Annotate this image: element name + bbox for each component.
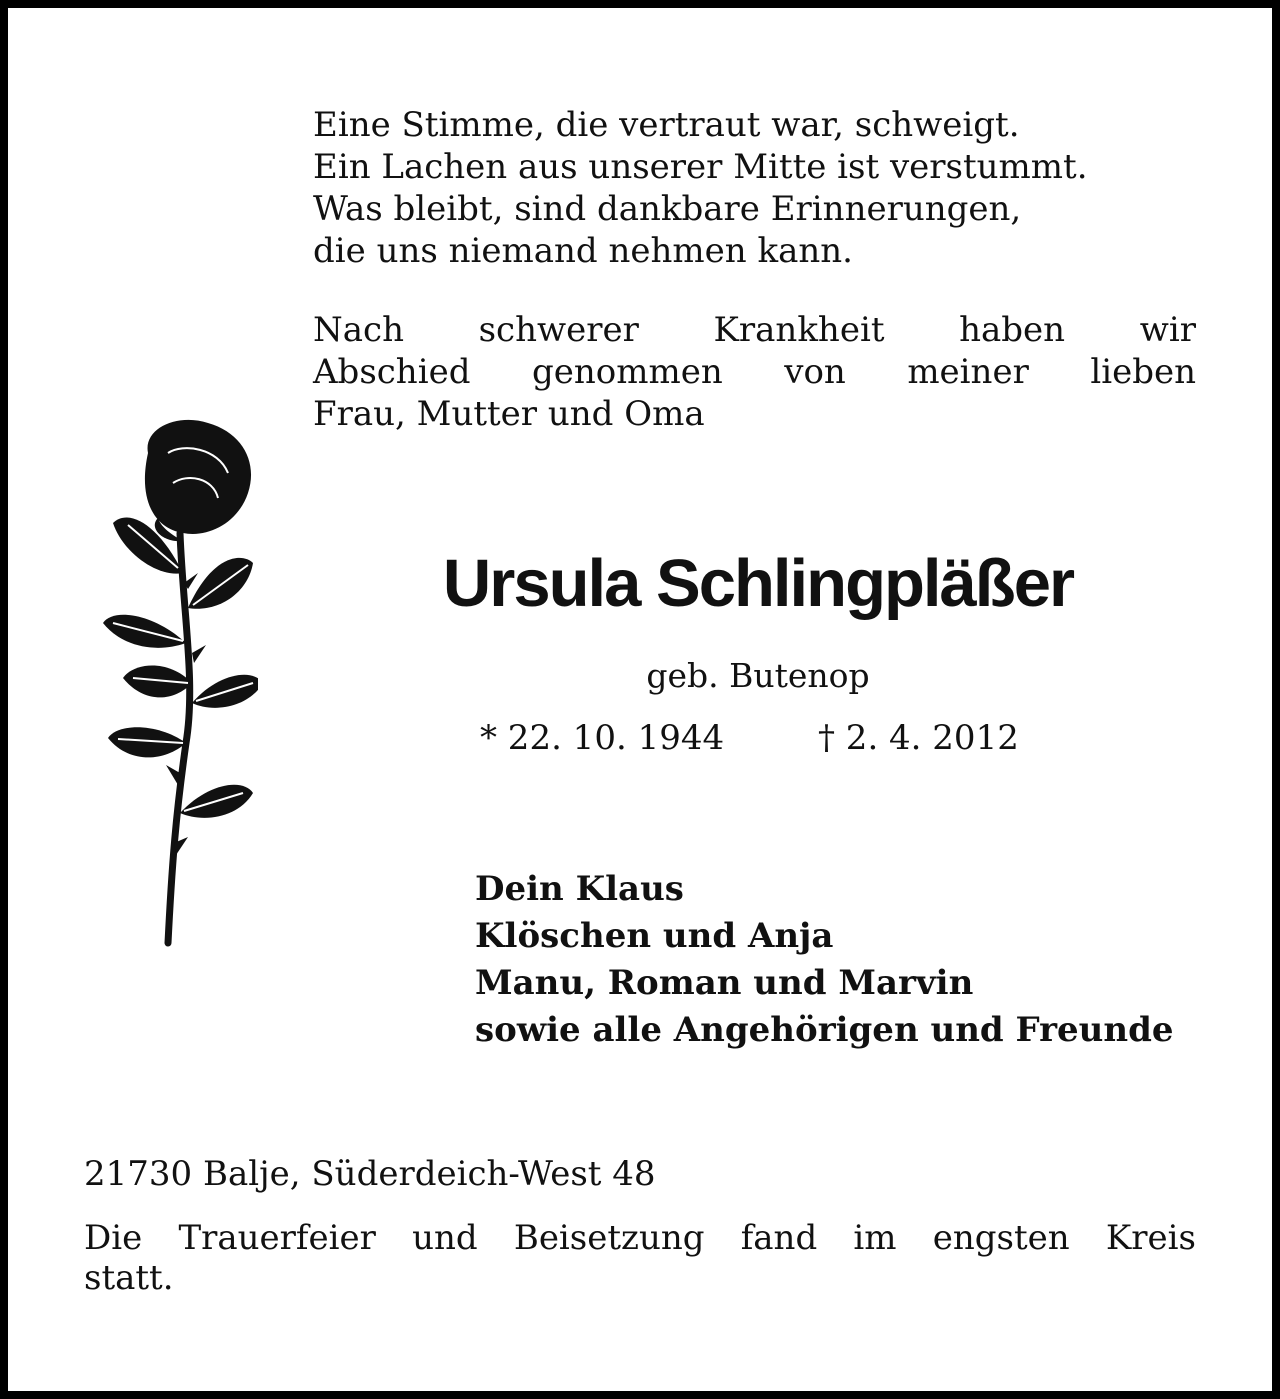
ceremony-word: Trauerfeier bbox=[178, 1218, 376, 1258]
intro-word: schwerer bbox=[478, 310, 639, 350]
mourner-line: Klöschen und Anja bbox=[475, 916, 834, 956]
ceremony-note bbox=[84, 1218, 1196, 1298]
mourner-line: sowie alle Angehörigen und Freunde bbox=[475, 1010, 1174, 1050]
intro-line bbox=[313, 309, 1196, 351]
intro-word: Krankheit bbox=[713, 310, 885, 350]
intro-word: genommen bbox=[531, 352, 723, 392]
intro-line bbox=[313, 351, 1196, 393]
deceased-name: Ursula Schlingpläßer bbox=[442, 546, 1074, 621]
ceremony-word: engsten bbox=[932, 1218, 1070, 1258]
address: 21730 Balje, Süderdeich-West 48 bbox=[84, 1154, 656, 1194]
poem-line: Eine Stimme, die vertraut war, schweigt. bbox=[313, 105, 1020, 145]
intro-word: lieben bbox=[1090, 352, 1196, 392]
ceremony-word: fand bbox=[740, 1218, 818, 1258]
ceremony-line: statt. bbox=[84, 1258, 174, 1298]
ceremony-word: im bbox=[853, 1218, 897, 1258]
death-date: † 2. 4. 2012 bbox=[818, 718, 1019, 758]
ceremony-word: Die bbox=[84, 1218, 143, 1258]
poem-line: Ein Lachen aus unserer Mitte ist verstummt. bbox=[313, 147, 1088, 187]
intro-word: von bbox=[784, 352, 846, 392]
poem bbox=[313, 104, 1198, 272]
mourner-line: Manu, Roman und Marvin bbox=[475, 963, 974, 1003]
intro-word: Abschied bbox=[313, 352, 471, 392]
obituary-notice bbox=[8, 8, 1272, 1391]
mourner-line: Dein Klaus bbox=[475, 869, 684, 909]
birth-date: * 22. 10. 1944 bbox=[480, 718, 725, 758]
ceremony-word: Beisetzung bbox=[513, 1218, 705, 1258]
ceremony-word: und bbox=[412, 1218, 478, 1258]
ceremony-word: Kreis bbox=[1105, 1218, 1196, 1258]
intro-line: Frau, Mutter und Oma bbox=[313, 394, 705, 434]
poem-line: Was bleibt, sind dankbare Erinnerungen, bbox=[313, 189, 1022, 229]
ceremony-line bbox=[84, 1218, 1196, 1258]
intro-word: wir bbox=[1139, 310, 1196, 350]
intro-paragraph bbox=[313, 309, 1196, 435]
mourners-list bbox=[475, 866, 1215, 1054]
intro-word: meiner bbox=[907, 352, 1029, 392]
intro-word: Nach bbox=[313, 310, 404, 350]
intro-word: haben bbox=[959, 310, 1066, 350]
rose-icon bbox=[88, 413, 258, 953]
maiden-name: geb. Butenop bbox=[646, 656, 870, 695]
poem-line: die uns niemand nehmen kann. bbox=[313, 231, 853, 271]
